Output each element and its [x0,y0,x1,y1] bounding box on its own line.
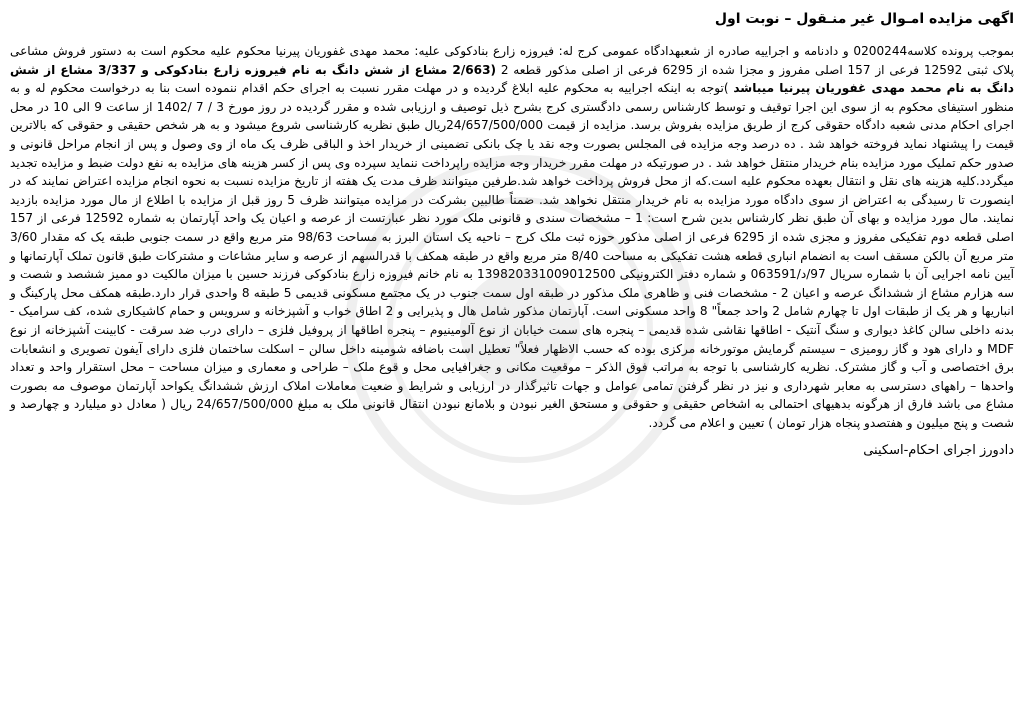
notice-body-part1: بموجب پرونده کلاسه0200244 و دادنامه و اجراییه صادره از شعبهدادگاه عمومی کرج له: فیروزه زارع بنادکوکی علیه: محمد مهدی غفوریان پیرنیا محکوم علیه محکوم است به دستور فروش مشاعی پلاک ثبتی 12592 فرعی از 157 اصلی مفروز و مجزا شده از 6295 فرعی از اصلی مذکور قطعه 2 [10,44,1015,77]
signature-line: دادورز اجرای احکام-اسکینی [863,443,1014,459]
ownership-share-bold: (2/663 مشاع از شش دانگ به نام فیروزه زارع بنادکوکی و 3/337 مشاع از شش دانگ به نام محمد مهدی غفوریان پیرنیا میباشد [10,62,1014,96]
notice-body [10,42,1014,432]
auction-notice [10,0,1014,712]
notice-title: اگهی مزایده امـوال غیر منـقول – نوبت اول [714,11,1014,27]
notice-body-part2: )توجه به اینکه اجراییه به محکوم علیه ابلاغ گردیده و در مهلت مقرر نسبت به اجرای حکم اقدام ننموده است بنا به درخواست محکوم له و به منظور استیفای محکوم به از سوی این اجرا توقیف و توسط کارشناس رسمی دادگستری کرج بشرح ذیل توصیف و ارزیابی شده و مقرر گردیده در روز مورخ 3 / 7 /1402 از ساعت 9 الی 10 در محل اجرای احکام مدنی شعبه دادگاه حقوقی کرج از طریق مزایده بفروش برسد. مزایده از قیمت 24/657/500/000ریال طبق نظریه کارشناسی شروع میشود و به هر شخص حقیقی و حقوقی که بالاترین قیمت را پیشنهاد نماید فروخته خواهد شد . ده درصد وجه مزایده فی المجلس بصورت وجه نقد یا چک بانکی تضمینی از خریدار اخذ و الباقی ظرف یک ماه از وی وصول و پس از انجام مراحل قانونی و صدور حکم تملیک مورد مزایده بنام خریدار منتقل خواهد شد . در صورتیکه در مهلت مقرر خریدار وجه مزایده راپرداخت ننماید سپرده وی پس از کسر هزینه های مزایده به نفع دولت ضبط و مزایده تجدید میگردد.کلیه هزینه های نقل و انتقال بعهده محکوم علیه است.که از محل فروش پرداخت خواهد شد.طرفین میتوانند ظرف مدت یک هفته از تاریخ مزایده نسبت به نحوه انجام مزایده اعتراض نمایند که در اینصورت تا رسیدگی به اعتراض از سوی دادگاه مورد مزایده به نام خریدار منتقل نخواهد شد. ضمناً طالبین بشرکت در مزایده میتوانند ظرف 5 روز قبل از مزایده با اطلاع از مال مورد مزایده بازدید نمایند. مال مورد مزایده و بهای آن طبق نظر کارشناس بدین شرح است: 1 – مشخصات سندی و قانونی ملک مورد نظر عبارتست از عرصه و اعیان یک واحد آپارتمان به شماره 12592 فرعی از 157 اصلی قطعه دوم تفکیکی مفروز و مجزی شده از 6295 فرعی از اصلی مذکور حوزه ثبت ملک کرج – ناحیه یک استان البرز به مساحت 98/63 متر مربع واقع در سمت جنوبی طبقه یک که مقدار 3/60 متر مربع آن بالکن مسقف است به انضمام انباری قطعه هشت تفکیکی به مساحت 8/40 متر مربع واقع در طبقه همکف با قدرالسهم از عرصه و سایر مشاعات و مشترکات طبق قانون تملک آپارتمانها و آیین نامه اجرایی آن با شماره سریال 97/د/063591 و شماره دفتر الکترونیکی 139820331009012500 به نام خانم فیروزه زارع بنادکوکی فرزند حسین با میزان مالکیت دو ممیز ششصد و شصت و سه هزارم مشاع از ششدانگ عرصه و اعیان 2 - مشخصات فنی و ظاهری ملک مذکور در طبقه اول سمت جنوب در یک مجتمع مسکونی قدیمی 5 طبقه 8 واحدی قرار دارد.طبقه همکف محل پارکینگ و انباریها و هر یک از طبقات اول تا چهارم شامل 2 واحد جمعاً" 8 واحد مسکونی است. آپارتمان مذکور شامل هال و پذیرایی و 2 اطاق خواب و آشپزخانه و سرویس و حمام کاشیکاری شده، کف سرامیک - بدنه داخلی سالن کاغذ دیواری و سنگ آنتیک - اطاقها نقاشی شده قدیمی – پنجره های سمت خیابان از نوع آلومینیوم – پنجره اطاقها از پروفیل فلزی – دارای درب ضد سرقت - کابینت آشپزخانه از نوع MDF و دارای هود و گاز رومیزی – سیستم گرمایش موتورخانه مرکزی بوده که حسب الاظهار فعلاً" تعطیل است باضافه شومینه داخل سالن – اسکلت ساختمان فلزی دارای آیفون تصویری و انشعابات برق اختصاصی و آب و گاز مشترک. نظریه کارشناسی با توجه به مراتب فوق الذکر – موقعیت مکانی و جغرافیایی محل و قوع ملک – طراحی و معماری و میزان مساحت – محل استقرار واحد و تعداد واحدها – راههای دسترسی به معابر شهرداری و نیز در نظر گرفتن تمامی عوامل و جهات تاثیرگذار در ارزیابی و شرایط و ضعیت معاملات املاک ارزش ششدانگ یکواحد آپارتمان موصوف مه بصورت مشاع می باشد فارق از هرگونه بدهیهای احتمالی به اشخاص حقیقی و حقوقی و مستحق الغیر نبودن و بلامانع نبودن انتقال قانونی ملک به مبلغ 24/657/500/000 ریال ( معادل دو میلیارد و چهارصد و شصت و پنج میلیون و هفتصدو پنجاه هزار تومان ) تعیین و اعلام می گردد. [10,81,1014,430]
